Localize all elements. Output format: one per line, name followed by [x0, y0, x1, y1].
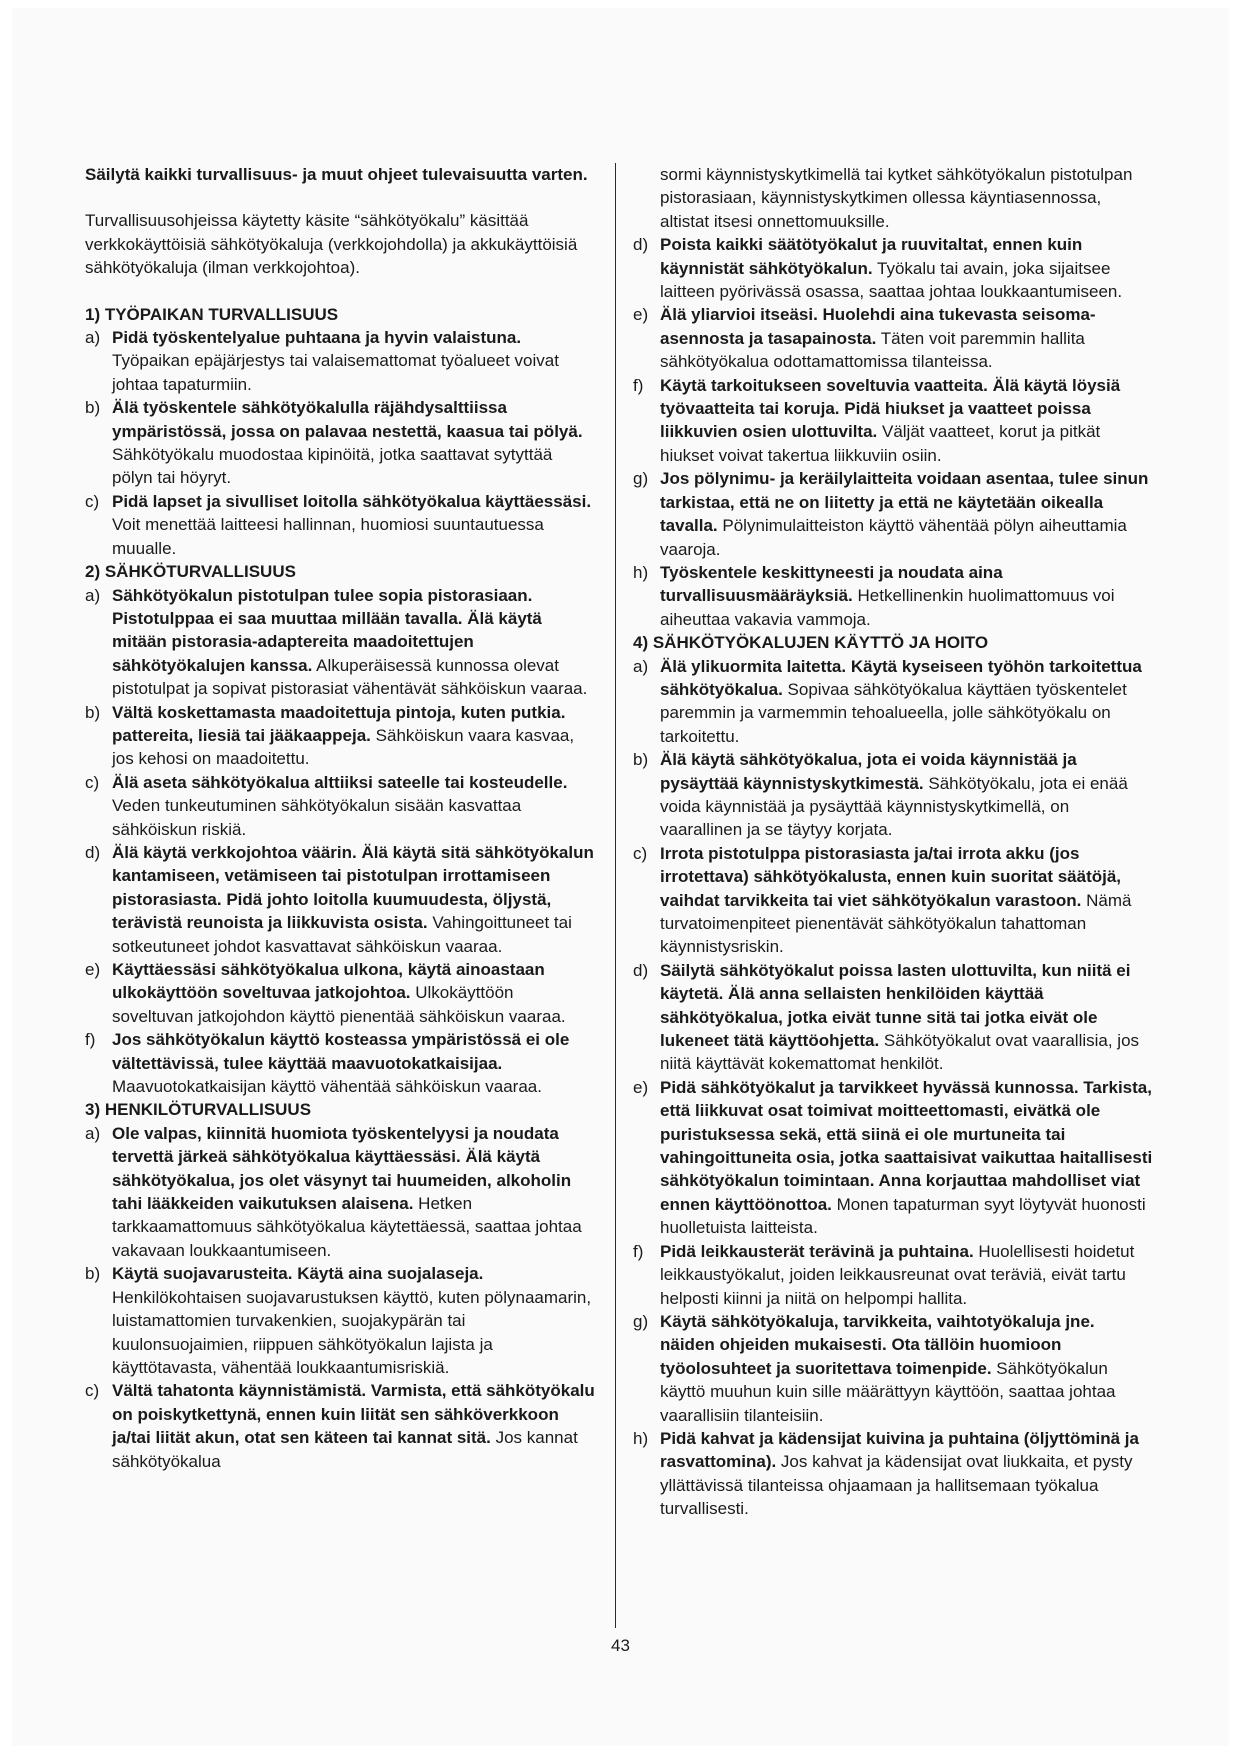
- item-text: Sähkötyökalut ovat vaarallisia, jos niitä käyttävät kokemattomat henkilöt.: [660, 1031, 1140, 1074]
- continued-text-body: sormi käynnistyskytkimellä tai kytket sähkötyökalun pistotulpan pistorasiaan, käynnistyskytkimen ollessa käyntiasennossa, altistat itsesi onnettomuuksille.: [660, 165, 1133, 231]
- list-item: [633, 1427, 1153, 1521]
- item-label: d): [633, 960, 649, 980]
- list-item: [85, 1379, 597, 1473]
- item-label: f): [633, 375, 644, 395]
- list-item: [633, 655, 1153, 749]
- intro-heading: Säilytä kaikki turvallisuus- ja muut ohjeet tulevaisuutta varten.: [85, 165, 588, 184]
- item-text: Huolellisesti hoidetut leikkaustyökalut, joiden leikkausreunat ovat teräviä, eivät tartu helposti kiinni ja niitä on helpompi hallita.: [660, 1241, 1135, 1308]
- continued-text: [633, 163, 1153, 233]
- item-text: Jos kahvat ja kädensijat ovat liukkaita, et pysty yllättävissä tilanteissa ohjaamaan ja hallitsemaan työkalua turvallisesti.: [660, 1452, 1133, 1519]
- item-bold-text: Pidä lapset ja sivulliset loitolla sähkötyökalua käyttäessäsi.: [112, 491, 592, 511]
- list-item: [633, 467, 1153, 561]
- item-bold-text: Ole valpas, kiinnitä huomiota työskentelyysi ja noudata tervettä järkeä sähkötyökalua käyttäessäsi. Älä käytä sähkötyökalua, jos olet väsynyt tai huumeiden, alkoholin tahi lääkkeiden vaikutuksen alaisena.: [112, 1123, 572, 1214]
- item-bold-text: Pidä sähkötyökalut ja tarvikkeet hyvässä kunnossa. Tarkista, että liikkuvat osat toimivat moitteettomasti, eivätkä ole puristuksessa sekä, että siinä ei ole murtuneita tai vahingoittuneita osia, jotka saattaisivat vaikuttaa haitallisesti sähkötyökalun toimintaan. Anna korjauttaa mahdolliset viat ennen käyttöönottoa.: [660, 1077, 1153, 1214]
- item-text: Vahingoittuneet tai sotkeutuneet johdot kasvattavat sähköiskun vaaraa.: [112, 913, 572, 956]
- item-label: a): [85, 328, 101, 348]
- list-item: [85, 1262, 597, 1379]
- item-label: b): [85, 702, 101, 722]
- item-text: Voit menettää laitteesi hallinnan, huomiosi suuntautuessa muualle.: [112, 515, 544, 558]
- section-heading-2: 2) SÄHKÖTURVALLISUUS: [85, 562, 296, 582]
- item-text: Sähkötyökalu muodostaa kipinöitä, jotka saattavat sytyttää pölyn tai höyryt.: [112, 445, 553, 488]
- item-bold-text: Käytä suojavarusteita. Käytä aina suojalaseja.: [112, 1264, 484, 1284]
- item-text: Maavuotokatkaisijan käyttö vähentää sähköiskun vaaraa.: [112, 1077, 542, 1097]
- item-bold-text: Jos pölynimu- ja keräilylaitteita voidaan asentaa, tulee sinun tarkistaa, että ne on liitetty ja että ne käytetään oikealla tavalla.: [660, 469, 1149, 536]
- item-label: g): [633, 469, 649, 489]
- item-bold-text: Pidä kahvat ja kädensijat kuivina ja puhtaina (öljyttöminä ja rasvattomina).: [660, 1428, 1139, 1472]
- item-bold-text: Vältä koskettamasta maadoitettuja pintoja, kuten putkia. pattereita, liesiä tai jääkaappeja.: [112, 702, 566, 745]
- list-item: [85, 958, 597, 1028]
- item-bold-text: Älä työskentele sähkötyökalulla räjähdysalttiissa ympäristössä, jossa on palavaa nestettä, kaasua tai pölyä.: [112, 398, 583, 441]
- item-text: Nämä turvatoimenpiteet pienentävät sähkötyökalun tahattoman käynnistysriskin.: [660, 890, 1132, 957]
- item-text: Henkilökohtaisen suojavarustuksen käyttö, kuten pölynaamarin, luistamattomien turvakenkien, suojakypärän tai kuulonsuojaimien, riippuen sähkötyökalun lajista ja käyttötavasta, vähentää loukkaantumisriskiä.: [112, 1287, 592, 1377]
- item-bold-text: Älä ylikuormita laitetta. Käytä kyseiseen työhön tarkoitettua sähkötyökalua.: [660, 656, 1142, 699]
- item-text: Sähkötyökalun käyttö muuhun kuin sille määrättyyn käyttöön, saattaa johtaa vaarallisiin tilanteisiin.: [660, 1358, 1116, 1425]
- item-text: Alkuperäisessä kunnossa olevat pistotulpat ja sopivat pistorasiat vähentävät sähköiskun vaaraa.: [112, 655, 588, 699]
- item-bold-text: Säilytä sähkötyökalut poissa lasten ulottuvilta, kun niitä ei käytetä. Älä anna sellaisten henkilöiden käyttää sähkötyökalua, jotka eivät tunne sitä tai jotka eivät ole lukeneet tätä käyttöohjetta.: [660, 960, 1131, 1051]
- section-heading-1: 1) TYÖPAIKAN TURVALLISUUS: [85, 304, 339, 324]
- section-heading-4: 4) SÄHKÖTYÖKALUJEN KÄYTTÖ JA HOITO: [633, 633, 989, 653]
- column-divider: [615, 163, 616, 1628]
- item-bold-text: Käyttäessäsi sähkötyökalua ulkona, käytä ainoastaan ulkokäyttöön soveltuvaa jatkojohtoa.: [112, 960, 545, 1003]
- item-bold-text: Työskentele keskittyneesti ja noudata aina turvallisuusmääräyksiä.: [660, 562, 1003, 606]
- list-item: [633, 842, 1153, 959]
- item-text: Monen tapaturman syyt löytyvät huonosti huolletuista laitteista.: [660, 1194, 1146, 1238]
- list-item: [633, 959, 1153, 1076]
- item-bold-text: Irrota pistotulppa pistorasiasta ja/tai irrota akku (jos irrotettava) sähkötyökalusta, ennen kuin suoritat säätöjä, vaihdat tarvikkeita tai viet sähkötyökalun varastoon.: [660, 843, 1122, 910]
- item-label: c): [85, 772, 100, 792]
- item-text: Hetkellinenkin huolimattomuus voi aiheuttaa vakavia vammoja.: [660, 586, 1115, 629]
- definition-paragraph: Turvallisuusohjeissa käytetty käsite “sähkötyökalu” käsittää verkkokäyttöisiä sähkötyökaluja (verkkojohdolla) ja akkukäyttöisiä sähkötyökaluja (ilman verkkojohtoa).: [85, 211, 578, 278]
- list-item: [85, 701, 597, 771]
- list-item: [85, 584, 597, 701]
- item-bold-text: Älä käytä sähkötyökalua, jota ei voida käynnistää ja pysäyttää käynnistyskytkimestä.: [660, 750, 1077, 793]
- item-label: e): [633, 1077, 649, 1097]
- item-label: c): [85, 1381, 100, 1401]
- list-item: [85, 841, 597, 958]
- item-bold-text: Poista kaikki säätötyökalut ja ruuvitaltat, ennen kuin käynnistät sähkötyökalun.: [660, 235, 1083, 278]
- item-bold-text: Älä käytä verkkojohtoa väärin. Älä käytä sitä sähkötyökalun kantamiseen, vetämiseen tai pistotulpan irrottamiseen pistorasiasta. Pidä johto loitolla kuumuudesta, öljystä, terävistä reunoista ja liikkuvista osista.: [112, 842, 594, 933]
- item-label: d): [633, 235, 649, 255]
- item-label: c): [633, 843, 648, 863]
- item-label: f): [633, 1241, 644, 1261]
- section-heading-3: 3) HENKILÖTURVALLISUUS: [85, 1100, 312, 1120]
- item-text: Väljät vaatteet, korut ja pitkät hiukset voivat takertua liikkuviin osiin.: [660, 422, 1101, 465]
- item-label: g): [633, 1311, 649, 1331]
- item-label: b): [85, 398, 101, 418]
- item-bold-text: Vältä tahatonta käynnistämistä. Varmista, että sähkötyökalu on poiskytkettynä, ennen kuin liität sen sähköverkkoon ja/tai liität akun, otat sen käteen tai kannat sitä.: [112, 1381, 595, 1448]
- item-text: Pölynimulaitteiston käyttö vähentää pölyn aiheuttamia vaaroja.: [660, 516, 1127, 559]
- item-label: e): [85, 960, 101, 979]
- page-number: 43: [611, 1636, 630, 1655]
- item-label: a): [85, 585, 101, 605]
- item-label: e): [633, 305, 649, 325]
- item-label: f): [85, 1030, 96, 1050]
- item-bold-text: Jos sähkötyökalun käyttö kosteassa ympäristössä ei ole vältettävissä, tulee käyttää maavuotokatkaisijaa.: [112, 1030, 570, 1073]
- item-label: d): [85, 842, 101, 862]
- item-text: Sopivaa sähkötyökalua käyttäen työskentelet paremmin ja varmemmin tehoalueella, jolle sähkötyökalu on tarkoitettu.: [660, 679, 1127, 746]
- item-label: h): [633, 562, 649, 582]
- list-item: [633, 374, 1153, 468]
- item-text: Työkalu tai avain, joka sijaitsee laitteen pyörivässä osassa, saattaa johtaa loukkaantumiseen.: [660, 258, 1123, 302]
- item-text: Veden tunkeutuminen sähkötyökalun sisään kasvattaa sähköiskun riskiä.: [112, 796, 522, 839]
- list-item: [633, 303, 1153, 373]
- item-text: Hetken tarkkaamattomuus sähkötyökalua käytettäessä, saattaa johtaa vakavaan loukkaantumiseen.: [112, 1194, 582, 1260]
- list-item: [85, 1028, 597, 1098]
- list-item: [85, 1122, 597, 1262]
- item-label: b): [85, 1264, 101, 1284]
- item-label: a): [633, 656, 649, 676]
- item-text: Työpaikan epäjärjestys tai valaisemattomat työalueet voivat johtaa tapaturmiin.: [112, 351, 559, 394]
- list-item: [633, 561, 1153, 631]
- item-label: a): [85, 1123, 101, 1143]
- item-text: Sähkötyökalu, jota ei enää voida käynnistää ja pysäyttää käynnistyskytkimellä, on vaarallinen ja se täytyy korjata.: [660, 773, 1128, 840]
- list-item: [633, 233, 1153, 303]
- left-column: [85, 163, 597, 1473]
- item-label: c): [85, 491, 100, 511]
- right-column: [633, 163, 1153, 1521]
- item-bold-text: Älä aseta sähkötyökalua alttiiksi sateelle tai kosteudelle.: [112, 772, 568, 792]
- list-item: [633, 1076, 1153, 1240]
- list-item: [633, 748, 1153, 842]
- list-item: [633, 1310, 1153, 1427]
- item-text: Täten voit paremmin hallita sähkötyökalua odottamattomissa tilanteissa.: [660, 328, 1085, 372]
- item-bold-text: Älä yliarvioi itseäsi. Huolehdi aina tukevasta seisoma-asennosta ja tasapainosta.: [660, 305, 1096, 348]
- item-bold-text: Käytä tarkoitukseen soveltuvia vaatteita. Älä käytä löysiä työvaatteita tai koruja. Pidä hiukset ja vaatteet poissa liikkuvien osien ulottuvilta.: [660, 375, 1121, 442]
- item-bold-text: Pidä leikkausterät terävinä ja puhtaina.: [660, 1241, 974, 1261]
- item-bold-text: Sähkötyökalun pistotulpan tulee sopia pistorasiaan. Pistotulppaa ei saa muuttaa millään tavalla. Älä käytä mitään pistorasia-adaptereita maadoitettujen sähkötyökalujen kanssa.: [112, 585, 542, 675]
- item-label: b): [633, 750, 649, 770]
- item-text: Ulkokäyttöön soveltuvan jatkojohdon käyttö pienentää sähköiskun vaaraa.: [112, 983, 566, 1026]
- item-bold-text: Käytä sähkötyökaluja, tarvikkeita, vaihtotyökaluja jne. näiden ohjeiden mukaisesti. Ota tällöin huomioon työolosuhteet ja suoritettava toimenpide.: [660, 1311, 1095, 1378]
- list-item: [633, 1240, 1153, 1310]
- item-label: h): [633, 1428, 649, 1448]
- item-bold-text: Pidä työskentelyalue puhtaana ja hyvin valaistuna.: [112, 328, 522, 348]
- item-text: Jos kannat sähkötyökalua: [112, 1428, 578, 1471]
- list-item: [85, 396, 597, 490]
- list-item: [85, 771, 597, 841]
- list-item: [85, 490, 597, 560]
- item-text: Sähköiskun vaara kasvaa, jos kehosi on maadoitettu.: [112, 725, 575, 769]
- list-item: [85, 326, 597, 396]
